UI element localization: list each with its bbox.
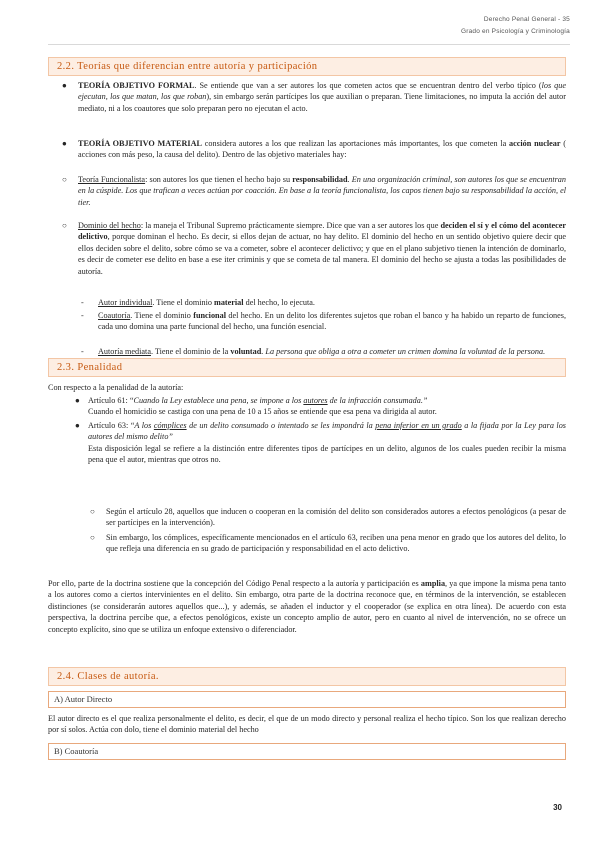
dash-item: - Autor individual. Tiene el dominio material del hecho, lo ejecuta. — [81, 298, 315, 307]
circle-bullet-icon: ○ — [90, 533, 95, 542]
func-title: Teoría Funcionalista — [78, 175, 146, 184]
list-item-formal: ● TEORÍA OBJETIVO FORMAL. Se entiende que van a ser autores los que cometen actos que se encuentran dentro del verbo típico (los que ejecutan, los que matan, los que roban), sin embargo serán partícipes los que auxilian o preparan. Tiene limitaciones, no imputa la acción del autor mediato, ni a los coautores que solo preparan pero no ejecutan el acto. — [62, 81, 567, 113]
section-2-2-heading: 2.2. Teorías que diferencian entre autoría y participación — [48, 57, 566, 76]
subsection-b-heading: B) Coautoría — [48, 743, 566, 760]
penalidad-intro: Con respecto a la penalidad de la autoría: — [48, 383, 184, 392]
list-item-material: ● TEORÍA OBJETIVO MATERIAL considera autores a los que realizan las aportaciones más importantes, los que cometen la acción nuclear ( acciones con más peso, la causa del delito). Dentro de las objetivo materiales hay: — [62, 139, 566, 160]
article-63-sublist — [90, 506, 566, 555]
page-number: 30 — [553, 803, 562, 812]
bullet-icon: ● — [75, 396, 80, 405]
bullet-icon: ● — [62, 81, 67, 90]
penalidad-conclusion: Por ello, parte de la doctrina sostiene que la concepción del Código Penal respecto a la autoría y participación es amplia, ya que impone la misma pena tanto a los autores como a ciertos intervinientes en el delito. Sin embargo, otra parte de la doctrina reconoce que, en términos de la intervención, se establecen distinciones (se considerarán autores aquellos que...), y además, se añaden el inductor y el cooperador (se explica en otra línea). De acuerdo con esta perspectiva, la doctrina percibe que, a efectos penológicos, existe un concepto amplio de autor, pero en cuanto al nivel de intervención, no se ofrece un concepto explícito, sino que se utiliza un enfoque extensivo o diferenciador. — [48, 579, 566, 634]
bullet-icon: ● — [75, 421, 80, 430]
autor-directo-text: El autor directo es el que realiza personalmente el delito, es decir, el que de un modo directo y personal realiza el hecho típico. Son los que realizan derecho por sí solos. Actúa con dolo, tiene el dominio material del hecho — [48, 714, 566, 735]
circle-bullet-icon: ○ — [62, 175, 67, 184]
section-2-4-heading: 2.4. Clases de autoría. — [48, 667, 566, 686]
circle-bullet-icon: ○ — [62, 221, 67, 230]
header-degree: Grado en Psicología y Criminología — [460, 28, 570, 35]
page-header — [461, 14, 570, 38]
dominio-sublist — [81, 297, 567, 357]
circle-bullet-icon: ○ — [90, 507, 95, 516]
circle-item: ○ Según el artículo 28, aquellos que inducen o cooperan en la comisión del delito son considerados autores a efectos penológicos (a pesar de ser partícipes en la intervención). — [90, 507, 566, 528]
dom-title: Dominio del hecho — [78, 221, 141, 230]
bullet-icon: ● — [62, 139, 67, 148]
list-item-funcionalista: ○ Teoría Funcionalista: son autores los que tienen el hecho bajo su responsabilidad. En una organización criminal, son autores los que se encuentran en la cúspide. Los que trafican a veces actúan por coacción. En base a la teoría funcionalista, los capos tienen bajo su responsabilidad la acción, el tier. — [62, 175, 566, 207]
formal-title: TEORÍA OBJETIVO FORMAL — [78, 81, 195, 90]
material-title: TEORÍA OBJETIVO MATERIAL — [78, 139, 202, 148]
header-subject: Derecho Penal General - 35 — [483, 16, 570, 23]
article-61: ● Artículo 61: “Cuando la Ley establece una pena, se impone a los autores de la infracción consumada.” Cuando el homicidio se castiga con una pena de 10 a 15 años se entiende que esa pena va dirigida al autor. — [75, 396, 437, 417]
article-63: ● Artículo 63: “A los cómplices de un delito consumado o intentado se les impondrá la pena inferior en un grado a la fijada por la Ley para los autores del mismo delito” Esta disposición legal se refiere a la distinción entre diferentes tipos de partícipes en un delito, algunos de los cuales pueden recibir la misma pena que el autor, mientras que otros no. — [75, 421, 566, 465]
circle-item: ○ Sin embargo, los cómplices, específicamente mencionados en el artículo 63, reciben una pena menor en grado que los autores del delito, lo que refleja una diferencia en su grado de participación y responsabilidad en el acto delictivo. — [90, 533, 566, 554]
section-2-3-heading: 2.3. Penalidad — [48, 358, 566, 377]
dash-item: - Coautoría. Tiene el dominio funcional del hecho. En un delito los diferentes sujetos que roban el banco y ha habido un reparto de funciones, cada uno domina una parte funcional del hecho, una función esencial. — [81, 311, 567, 332]
section-2-2-body — [62, 80, 567, 300]
header-rule — [48, 44, 570, 45]
subsection-a-heading: A) Autor Directo — [48, 691, 566, 708]
dash-item: - Autoría mediata. Tiene el dominio de la voluntad. La persona que obliga a otra a cometer un crimen domina la voluntad de la persona. — [81, 347, 546, 356]
list-item-dominio: ○ Dominio del hecho: la maneja el Tribunal Supremo prácticamente siempre. Dice que van a ser autores los que deciden el sí y el cómo del acontecer delictivo, porque dominan el hecho. Es decir, si ellos dejan de actuar, no hay delito. El dominio del hecho en un sentido objetivo quiere decir que ellos deciden sobre el delito, sobre cómo se va a cometer, sobre el acontecer delictivo; y que en el plano subjetivo tienen la intención de dominarlo, es decir de cometer ese delito en base a ese iter criminis y que se cometa de tal manera. El dominio del hecho se ajusta a todas las posibilidades de autoría. — [62, 221, 567, 276]
articles-list — [75, 395, 566, 468]
